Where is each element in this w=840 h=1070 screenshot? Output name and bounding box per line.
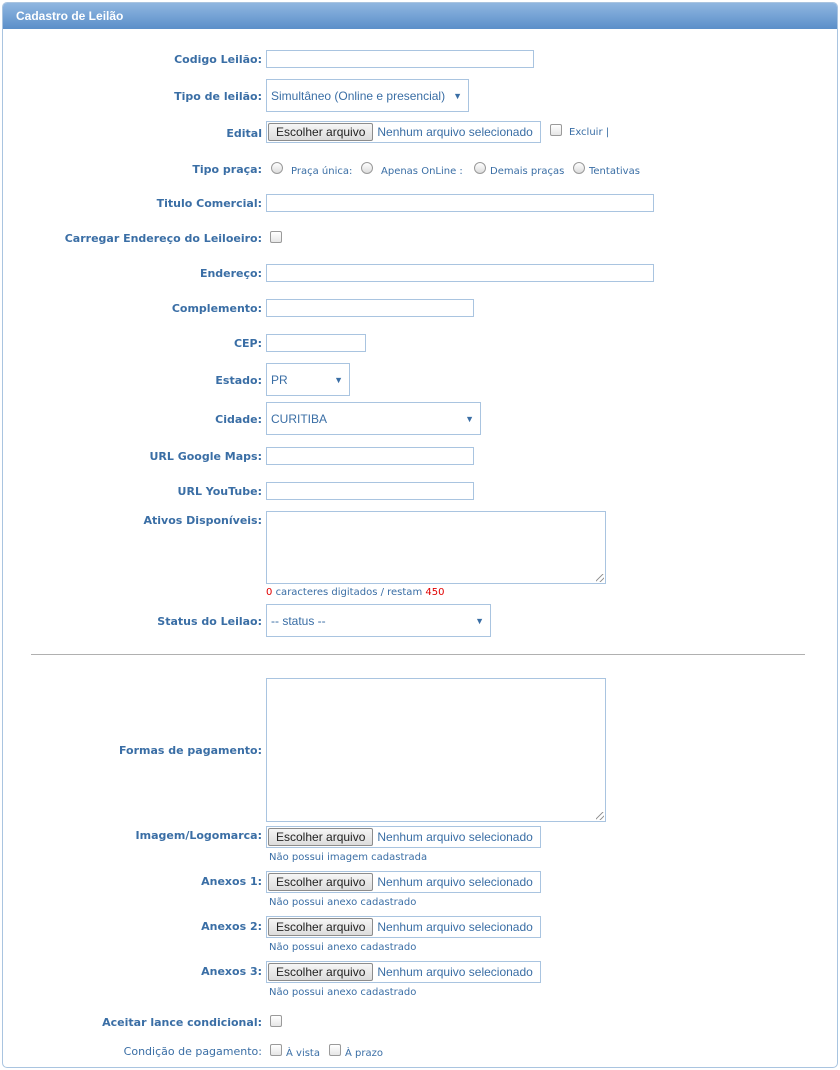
- ativos-count-text: caracteres digitados / restam: [275, 587, 423, 598]
- tentativas-label: Tentativas: [589, 166, 640, 177]
- url-youtube-label: URL YouTube:: [177, 485, 262, 498]
- a-vista-checkbox[interactable]: [270, 1044, 282, 1056]
- carregar-endereco-checkbox[interactable]: [270, 231, 282, 243]
- complemento-input[interactable]: [266, 299, 474, 317]
- apenas-online-radio[interactable]: [361, 162, 373, 174]
- section-divider: [31, 654, 805, 655]
- condicao-pagamento-label: Condição de pagamento:: [123, 1045, 262, 1058]
- imagem-label: Imagem/Logomarca:: [135, 829, 262, 842]
- anexo3-file-input[interactable]: [266, 961, 541, 983]
- anexo3-file-name: Nenhum arquivo selecionado: [377, 965, 533, 979]
- tipo-leilao-value: Simultâneo (Online e presencial): [271, 88, 446, 103]
- panel-title: Cadastro de Leilão: [3, 3, 837, 29]
- praca-unica-label: Praça única:: [291, 166, 353, 177]
- imagem-file-input[interactable]: [266, 826, 541, 848]
- anexo3-label: Anexos 3:: [201, 965, 262, 978]
- codigo-label: Codigo Leilão:: [174, 53, 262, 66]
- url-youtube-input[interactable]: [266, 482, 474, 500]
- estado-select[interactable]: [266, 363, 350, 396]
- anexo1-note: Não possui anexo cadastrado: [269, 897, 417, 908]
- lance-condicional-checkbox[interactable]: [270, 1015, 282, 1027]
- chevron-down-icon: ▼: [465, 413, 474, 424]
- status-label: Status do Leilao:: [157, 615, 262, 628]
- anexo2-file-name: Nenhum arquivo selecionado: [377, 920, 533, 934]
- anexo2-choose-button[interactable]: Escolher arquivo: [268, 918, 373, 936]
- imagem-file-name: Nenhum arquivo selecionado: [377, 830, 533, 844]
- demais-pracas-label: Demais praças: [490, 166, 565, 177]
- ativos-label: Ativos Disponíveis:: [143, 514, 262, 527]
- edital-choose-button[interactable]: Escolher arquivo: [268, 123, 373, 141]
- anexo1-choose-button[interactable]: Escolher arquivo: [268, 873, 373, 891]
- a-vista-label: À vista: [286, 1048, 320, 1059]
- tipo-praca-label: Tipo praça:: [192, 163, 262, 176]
- url-maps-label: URL Google Maps:: [149, 450, 262, 463]
- ativos-remaining: 450: [425, 587, 445, 598]
- a-prazo-label: À prazo: [345, 1048, 383, 1059]
- chevron-down-icon: ▼: [475, 615, 484, 626]
- resize-grip-icon[interactable]: [596, 812, 604, 820]
- estado-label: Estado:: [215, 374, 262, 387]
- chevron-down-icon: ▼: [334, 374, 343, 385]
- anexo3-note: Não possui anexo cadastrado: [269, 987, 417, 998]
- url-maps-input[interactable]: [266, 447, 474, 465]
- endereco-label: Endereço:: [199, 267, 262, 280]
- praca-unica-radio[interactable]: [271, 162, 283, 174]
- cep-label: CEP:: [233, 337, 262, 350]
- formas-pagamento-label: Formas de pagamento:: [118, 744, 262, 757]
- edital-excluir-label: Excluir |: [569, 127, 610, 138]
- cidade-label: Cidade:: [215, 413, 262, 426]
- anexo2-label: Anexos 2:: [201, 920, 262, 933]
- tentativas-radio[interactable]: [573, 162, 585, 174]
- cep-input[interactable]: [266, 334, 366, 352]
- edital-file-input[interactable]: [266, 121, 541, 143]
- ativos-textarea[interactable]: [266, 511, 606, 584]
- complemento-label: Complemento:: [171, 302, 262, 315]
- endereco-input[interactable]: [266, 264, 654, 282]
- anexo1-file-input[interactable]: [266, 871, 541, 893]
- estado-value: PR: [271, 372, 288, 387]
- resize-grip-icon[interactable]: [596, 574, 604, 582]
- status-select[interactable]: [266, 604, 491, 637]
- titulo-comercial-label: Titulo Comercial:: [156, 197, 262, 210]
- imagem-note: Não possui imagem cadastrada: [269, 852, 428, 863]
- ativos-count: 0: [266, 587, 273, 598]
- edital-file-name: Nenhum arquivo selecionado: [377, 125, 533, 139]
- edital-excluir-checkbox[interactable]: [550, 124, 562, 136]
- tipo-leilao-select[interactable]: [266, 79, 469, 112]
- edital-label: Edital: [226, 127, 262, 140]
- cidade-select[interactable]: [266, 402, 481, 435]
- anexo2-note: Não possui anexo cadastrado: [269, 942, 417, 953]
- a-prazo-checkbox[interactable]: [329, 1044, 341, 1056]
- anexo3-choose-button[interactable]: Escolher arquivo: [268, 963, 373, 981]
- demais-pracas-radio[interactable]: [474, 162, 486, 174]
- cidade-value: CURITIBA: [271, 411, 328, 426]
- apenas-online-label: Apenas OnLine :: [381, 166, 463, 177]
- codigo-input[interactable]: [266, 50, 534, 68]
- ativos-char-counter: [266, 587, 444, 598]
- anexo2-file-input[interactable]: [266, 916, 541, 938]
- chevron-down-icon: ▼: [453, 90, 462, 101]
- imagem-choose-button[interactable]: Escolher arquivo: [268, 828, 373, 846]
- status-value: -- status --: [271, 613, 326, 628]
- anexo1-file-name: Nenhum arquivo selecionado: [377, 875, 533, 889]
- anexo1-label: Anexos 1:: [201, 875, 262, 888]
- titulo-comercial-input[interactable]: [266, 194, 654, 212]
- lance-condicional-label: Aceitar lance condicional:: [102, 1016, 262, 1029]
- carregar-endereco-label: Carregar Endereço do Leiloeiro:: [64, 232, 262, 245]
- tipo-leilao-label: Tipo de leilão:: [174, 90, 262, 103]
- formas-pagamento-textarea[interactable]: [266, 678, 606, 822]
